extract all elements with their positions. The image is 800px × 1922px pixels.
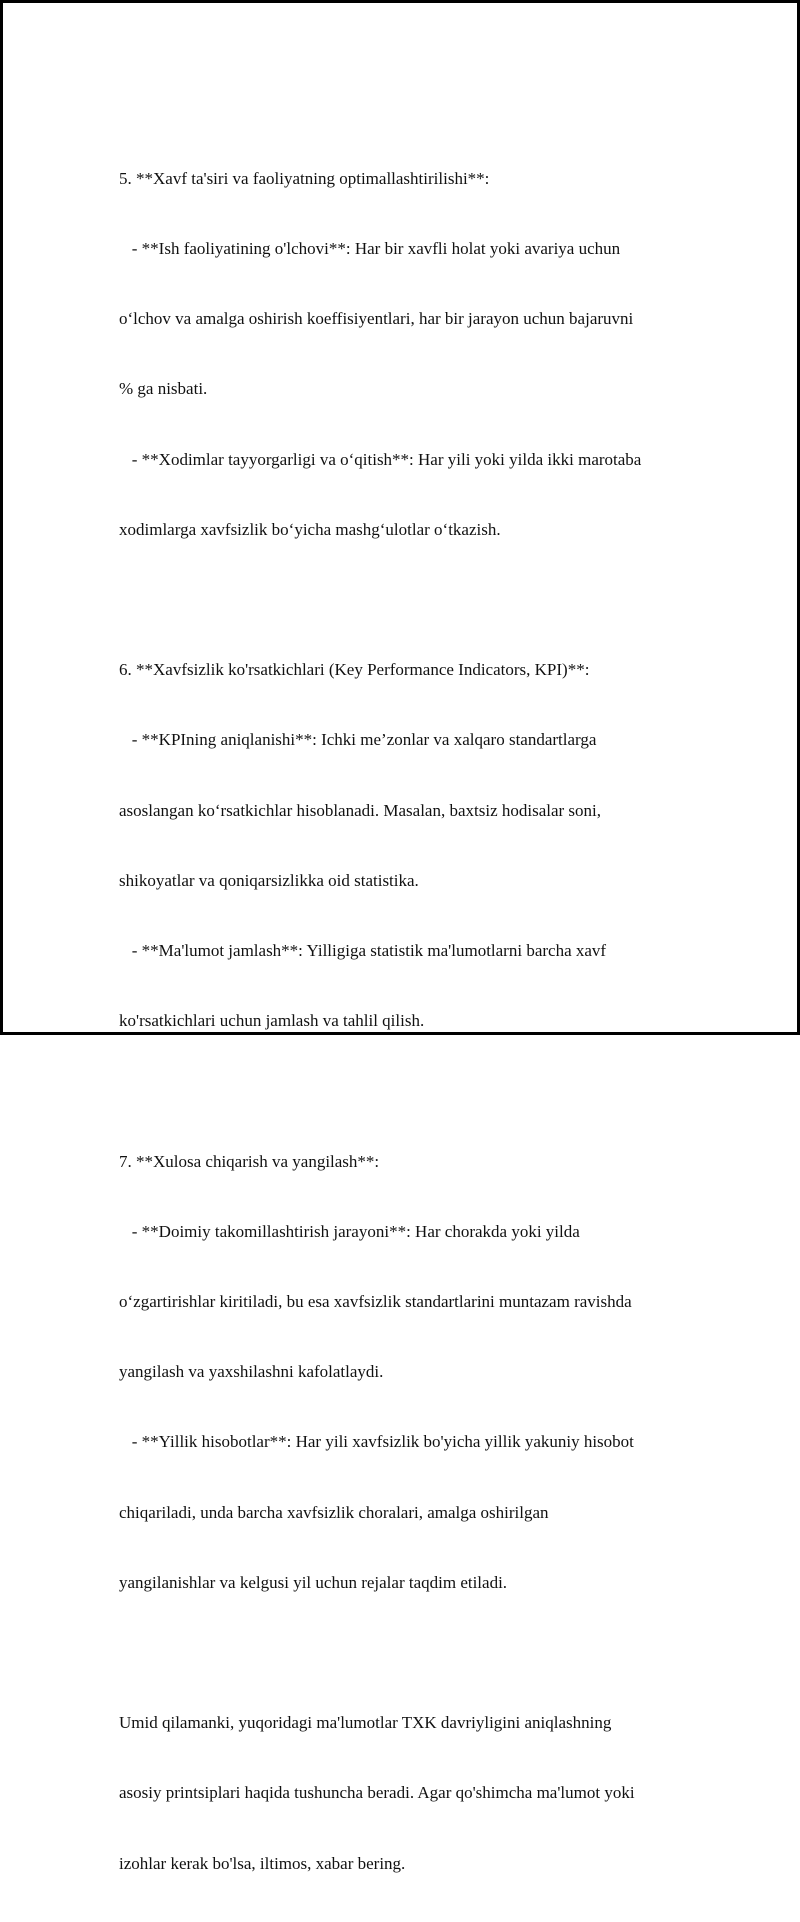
text-line: Umid qilamanki, yuqoridagi ma'lumotlar TXK davriyligini aniqlashning	[119, 1713, 612, 1733]
text-line: - **KPIning aniqlanishi**: Ichki me’zonlar va xalqaro standartlarga	[119, 730, 597, 750]
text-line: shikoyatlar va qoniqarsizlikka oid statistika.	[119, 870, 419, 890]
text-line: 5. **Xavf ta'siri va faoliyatning optimallashtirilishi**:	[119, 168, 490, 188]
text-line: o‘zgartirishlar kiritiladi, bu esa xavfsizlik standartlarini muntazam ravishda	[119, 1292, 632, 1312]
text-line: xodimlarga xavfsizlik bo‘yicha mashg‘ulotlar o‘tkazish.	[119, 519, 501, 539]
blank-line	[119, 588, 694, 611]
blank-line	[119, 1079, 694, 1102]
text-line: ko'rsatkichlari uchun jamlash va tahlil qilish.	[119, 1011, 425, 1031]
text-line: % ga nisbati.	[119, 379, 208, 399]
document-body	[119, 120, 694, 1922]
blank-line	[119, 1641, 694, 1664]
text-line: yangilash va yaxshilashni kafolatlaydi.	[119, 1362, 384, 1382]
text-line: yangilanishlar va kelgusi yil uchun rejalar taqdim etiladi.	[119, 1572, 508, 1592]
text-line: - **Doimiy takomillashtirish jarayoni**: Har chorakda yoki yilda	[119, 1221, 580, 1241]
text-line: - **Xodimlar tayyorgarligi va o‘qitish**: Har yili yoki yilda ikki marotaba	[119, 449, 642, 469]
text-line: - **Ish faoliyatining o'lchovi**: Har bir xavfli holat yoki avariya uchun	[119, 239, 621, 259]
text-line: izohlar kerak bo'lsa, iltimos, xabar bering.	[119, 1853, 406, 1873]
text-line: 6. **Xavfsizlik ko'rsatkichlari (Key Performance Indicators, KPI)**:	[119, 660, 590, 680]
text-line: o‘lchov va amalga oshirish koeffisiyentlari, har bir jarayon uchun bajaruvni	[119, 309, 634, 329]
text-line: - **Yillik hisobotlar**: Har yili xavfsizlik bo'yicha yillik yakuniy hisobot	[119, 1432, 634, 1452]
text-line: asoslangan ko‘rsatkichlar hisoblanadi. Masalan, baxtsiz hodisalar soni,	[119, 800, 602, 820]
text-line: asosiy printsiplari haqida tushuncha beradi. Agar qo'shimcha ma'lumot yoki	[119, 1783, 635, 1803]
text-line: 7. **Xulosa chiqarish va yangilash**:	[119, 1151, 380, 1171]
text-line: - **Ma'lumot jamlash**: Yilligiga statistik ma'lumotlarni barcha xavf	[119, 941, 607, 961]
text-line: chiqariladi, unda barcha xavfsizlik choralari, amalga oshirilgan	[119, 1502, 549, 1522]
